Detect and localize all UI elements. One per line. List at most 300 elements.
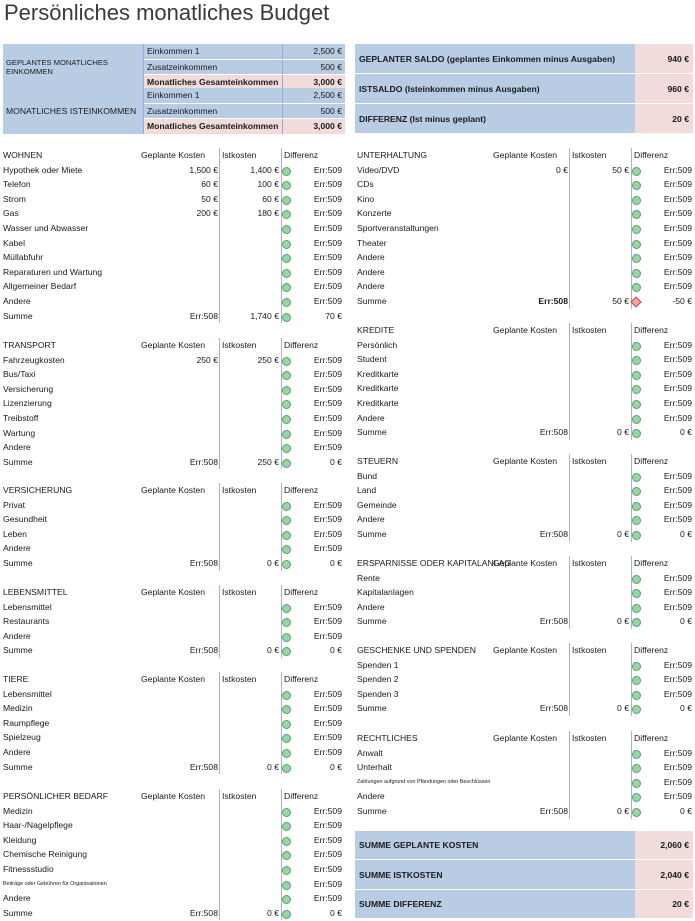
section-title: ERSPARNISSE ODER KAPITALANLAG: [357, 558, 511, 568]
budget-section: [357, 556, 692, 629]
table-row: [3, 629, 342, 644]
table-row: [357, 279, 692, 294]
planned-income-row-label: Zusatzeinkommen: [144, 59, 283, 75]
table-row: [357, 221, 692, 236]
table-row: [357, 585, 692, 600]
status-dot-icon: [632, 283, 641, 292]
difference-value: Err:509: [663, 762, 692, 773]
actual-cost: 100 €: [257, 179, 279, 190]
status-dot-icon: [282, 531, 291, 540]
status-dot-icon: [282, 560, 291, 569]
planned-saldo-label: GEPLANTER SALDO (geplantes Einkommen minus Ausgaben): [355, 44, 635, 74]
table-row: [3, 730, 342, 745]
planned-cost: 50 €: [201, 193, 218, 204]
column-header-difference: Differenz: [634, 558, 669, 568]
row-label: Medizin: [3, 703, 33, 714]
status-dot-icon: [632, 750, 641, 759]
sum-label: Summe: [357, 295, 387, 306]
column-header-difference: Differenz: [634, 150, 669, 160]
row-label: Haar-/Nagelpflege: [3, 820, 73, 831]
section-sum-row: [3, 309, 342, 324]
difference-value: Err:509: [313, 193, 342, 204]
planned-cost: Err:508: [539, 528, 568, 539]
table-row: [3, 687, 342, 702]
actual-cost: 0 €: [617, 703, 629, 714]
row-label: Lebensmittel: [3, 688, 52, 699]
status-dot-icon: [632, 196, 641, 205]
status-dot-icon: [282, 764, 291, 773]
table-row: [357, 352, 692, 367]
difference-value: 0 €: [330, 761, 342, 772]
status-dot-icon: [632, 691, 641, 700]
section-title: VERSICHERUNG: [3, 485, 73, 495]
table-row: [3, 527, 342, 542]
actual-cost: 0 €: [267, 645, 279, 656]
difference-value: Err:509: [663, 252, 692, 263]
row-label: Video/DVD: [357, 164, 400, 175]
status-dot-icon: [282, 210, 291, 219]
status-dot-icon: [282, 298, 291, 307]
status-dot-icon: [282, 734, 291, 743]
status-dot-icon: [632, 269, 641, 278]
actual-income-row-label: Zusatzeinkommen: [144, 103, 283, 119]
planned-cost: 1,500 €: [189, 164, 218, 175]
table-row: [357, 250, 692, 265]
row-label: Gesundheit: [3, 514, 47, 525]
difference-value: Err:509: [663, 266, 692, 277]
status-dot-icon: [632, 167, 641, 176]
difference-value: Err:509: [663, 747, 692, 758]
column-header-planned: Geplante Kosten: [493, 733, 558, 743]
planned-cost: 0 €: [556, 164, 568, 175]
row-label: Kreditkarte: [357, 368, 399, 379]
table-row: [357, 512, 692, 527]
status-dot-icon: [632, 385, 641, 394]
difference-value: Err:509: [313, 266, 342, 277]
planned-income-row-label: Einkommen 1: [144, 44, 283, 59]
difference-value: Err:509: [313, 383, 342, 394]
difference-value: Err:509: [663, 485, 692, 496]
section-header: [357, 148, 692, 163]
difference-value: Err:509: [663, 470, 692, 481]
budget-section: [357, 731, 692, 819]
status-dot-icon: [282, 430, 291, 439]
status-dot-icon: [282, 196, 291, 205]
row-label: Telefon: [3, 179, 31, 190]
row-label: CDs: [357, 179, 374, 190]
actual-cost: 0 €: [617, 528, 629, 539]
planned-cost: Err:508: [539, 427, 568, 438]
table-row: [3, 862, 342, 877]
row-label: Anwalt: [357, 747, 383, 758]
table-row: [357, 789, 692, 804]
status-dot-icon: [282, 516, 291, 525]
column-header-actual: Istkosten: [572, 733, 607, 743]
column-header-actual: Istkosten: [572, 645, 607, 655]
row-label: Andere: [357, 514, 385, 525]
difference-value: Err:509: [663, 208, 692, 219]
row-label: Andere: [357, 412, 385, 423]
table-row: [357, 206, 692, 221]
table-row: [3, 411, 342, 426]
row-label: Kreditkarte: [357, 397, 399, 408]
row-label: Kreditkarte: [357, 383, 399, 394]
difference-saldo-value: 20 €: [635, 104, 693, 134]
status-dot-icon: [282, 545, 291, 554]
actual-cost: 180 €: [257, 208, 279, 219]
section-header: [3, 672, 342, 687]
table-row: [357, 367, 692, 382]
status-dot-icon: [282, 910, 291, 919]
row-label: Andere: [3, 295, 31, 306]
table-row: [357, 236, 692, 251]
status-dot-icon: [632, 604, 641, 613]
planned-income-row-value: 500 €: [283, 59, 346, 75]
row-label: Kino: [357, 193, 375, 204]
status-dot-icon: [282, 283, 291, 292]
status-dot-icon: [282, 895, 291, 904]
difference-value: Err:509: [313, 834, 342, 845]
section-title: TIERE: [3, 674, 29, 684]
planned-income-table: [3, 44, 345, 90]
difference-value: Err:509: [313, 820, 342, 831]
section-title: GESCHENKE UND SPENDEN: [357, 645, 476, 655]
column-header-difference: Differenz: [634, 325, 669, 335]
table-row: [3, 804, 342, 819]
table-row: [3, 541, 342, 556]
difference-value: Err:509: [663, 383, 692, 394]
row-label: Andere: [357, 281, 385, 292]
planned-cost: 60 €: [201, 179, 218, 190]
difference-value: Err:509: [313, 805, 342, 816]
sum-label: Summe: [357, 703, 387, 714]
difference-value: Err:509: [663, 237, 692, 248]
status-dot-icon: [282, 254, 291, 263]
table-row: [3, 279, 342, 294]
column-header-difference: Differenz: [284, 791, 319, 801]
table-row: [357, 177, 692, 192]
row-label: Chemische Reinigung: [3, 849, 88, 860]
table-row: [3, 353, 342, 368]
status-dot-icon: [282, 866, 291, 875]
table-row: [357, 192, 692, 207]
status-dot-icon: [282, 313, 291, 322]
status-dot-icon: [282, 357, 291, 366]
difference-value: Err:509: [313, 630, 342, 641]
section-sum-row: [357, 425, 692, 440]
section-sum-row: [3, 556, 342, 571]
status-dot-icon: [632, 342, 641, 351]
difference-value: Err:509: [313, 222, 342, 233]
column-header-actual: Istkosten: [572, 325, 607, 335]
difference-value: Err:509: [313, 354, 342, 365]
planned-saldo-value: 940 €: [635, 44, 693, 74]
planned-cost: 250 €: [196, 354, 218, 365]
difference-value: Err:509: [663, 499, 692, 510]
table-row: [3, 847, 342, 862]
row-label: Kleidung: [3, 834, 37, 845]
row-label: Kabel: [3, 237, 25, 248]
actual-cost: 250 €: [257, 456, 279, 467]
section-sum-row: [357, 294, 692, 309]
difference-value: Err:509: [313, 863, 342, 874]
difference-value: Err:509: [313, 398, 342, 409]
row-label: Andere: [3, 543, 31, 554]
totals-table: [355, 831, 693, 919]
table-row: [357, 469, 692, 484]
difference-value: 0 €: [330, 645, 342, 656]
difference-value: Err:509: [313, 732, 342, 743]
status-dot-icon: [632, 575, 641, 584]
table-row: [357, 571, 692, 586]
row-label: Wasser und Abwasser: [3, 222, 89, 233]
difference-value: Err:509: [663, 222, 692, 233]
status-dot-icon: [282, 851, 291, 860]
status-dot-icon: [632, 779, 641, 788]
section-title: UNTERHALTUNG: [357, 150, 428, 160]
table-row: [357, 746, 692, 761]
status-dot-icon: [282, 808, 291, 817]
row-label: Rente: [357, 572, 380, 583]
column-header-difference: Differenz: [284, 587, 319, 597]
table-row: [3, 367, 342, 382]
status-dot-icon: [282, 705, 291, 714]
difference-value: Err:509: [663, 514, 692, 525]
budget-section: [3, 338, 342, 469]
row-label: Andere: [3, 630, 31, 641]
section-title: LEBENSMITTEL: [3, 587, 68, 597]
row-label: Treibstoff: [3, 412, 39, 423]
difference-value: Err:509: [313, 717, 342, 728]
total-actual-value: 2,040 €: [635, 860, 693, 889]
difference-value: Err:509: [313, 893, 342, 904]
status-dot-icon: [632, 356, 641, 365]
status-dot-icon: [282, 720, 291, 729]
planned-cost: Err:508: [189, 456, 218, 467]
difference-value: Err:509: [313, 179, 342, 190]
difference-value: Err:509: [663, 601, 692, 612]
actual-cost: 0 €: [267, 557, 279, 568]
planned-cost: Err:508: [189, 761, 218, 772]
difference-value: Err:509: [313, 164, 342, 175]
difference-value: Err:509: [663, 674, 692, 685]
actual-cost: 50 €: [612, 164, 629, 175]
budget-section: [3, 585, 342, 658]
difference-value: -50 €: [672, 295, 692, 306]
row-label: Restaurants: [3, 616, 50, 627]
status-dot-icon: [632, 225, 641, 234]
table-row: [3, 294, 342, 309]
status-dot-icon: [282, 269, 291, 278]
column-header-difference: Differenz: [284, 150, 319, 160]
difference-value: Err:509: [663, 572, 692, 583]
section-sum-row: [357, 614, 692, 629]
section-sum-row: [357, 701, 692, 716]
table-row: [3, 426, 342, 441]
difference-value: 0 €: [330, 456, 342, 467]
row-label: Gas: [3, 208, 19, 219]
section-sum-row: [3, 643, 342, 658]
table-row: [357, 658, 692, 673]
section-header: [357, 556, 692, 571]
status-dot-icon: [632, 793, 641, 802]
column-header-planned: Geplante Kosten: [493, 325, 558, 335]
difference-value: Err:509: [313, 514, 342, 525]
section-header: [357, 731, 692, 746]
column-header-actual: Istkosten: [222, 485, 257, 495]
difference-value: Err:509: [313, 412, 342, 423]
budget-section: [357, 148, 692, 309]
actual-income-label: MONATLICHES ISTEINKOMMEN: [3, 88, 144, 134]
budget-section: [357, 454, 692, 542]
row-label: Zahlungen aufgrund von Pfändungen oder Beschlüssen: [357, 778, 491, 785]
table-row: [3, 818, 342, 833]
planned-cost: Err:508: [539, 805, 568, 816]
actual-cost: 250 €: [257, 354, 279, 365]
table-row: [357, 687, 692, 702]
status-dot-icon: [632, 371, 641, 380]
difference-value: 0 €: [680, 528, 692, 539]
status-dot-icon: [632, 502, 641, 511]
difference-value: 0 €: [330, 907, 342, 918]
status-dot-icon: [632, 240, 641, 249]
actual-income-total-value: 3,000 €: [283, 119, 346, 134]
status-dot-icon: [282, 386, 291, 395]
difference-value: Err:509: [313, 281, 342, 292]
row-label: Spenden 2: [357, 674, 399, 685]
table-row: [3, 265, 342, 280]
actual-income-row-value: 2,500 €: [283, 88, 346, 103]
status-dot-icon: [282, 444, 291, 453]
section-title: STEUERN: [357, 456, 399, 466]
section-header: [3, 338, 342, 353]
column-header-actual: Istkosten: [222, 674, 257, 684]
budget-section: [3, 483, 342, 571]
status-dot-icon: [282, 837, 291, 846]
table-row: [3, 163, 342, 178]
status-dot-icon: [282, 400, 291, 409]
column-header-difference: Differenz: [284, 674, 319, 684]
difference-value: Err:509: [313, 295, 342, 306]
difference-value: Err:509: [663, 587, 692, 598]
table-row: [357, 411, 692, 426]
status-dot-icon: [282, 415, 291, 424]
sum-label: Summe: [3, 310, 33, 321]
sum-label: Summe: [357, 616, 387, 627]
row-label: Leben: [3, 528, 27, 539]
planned-income-row-value: 2,500 €: [283, 44, 346, 59]
row-label: Spenden 3: [357, 688, 399, 699]
column-header-actual: Istkosten: [222, 340, 257, 350]
difference-value: 0 €: [680, 805, 692, 816]
status-dot-icon: [282, 604, 291, 613]
section-sum-row: [3, 455, 342, 470]
table-row: [3, 891, 342, 906]
row-label: Versicherung: [3, 383, 54, 394]
row-label: Andere: [357, 252, 385, 263]
status-dot-icon: [632, 808, 641, 817]
section-header: [3, 789, 342, 804]
sum-label: Summe: [3, 761, 33, 772]
column-header-planned: Geplante Kosten: [141, 791, 206, 801]
status-dot-icon: [632, 705, 641, 714]
planned-cost: Err:508: [189, 310, 218, 321]
column-header-actual: Istkosten: [222, 150, 257, 160]
row-label: Medizin: [3, 805, 33, 816]
planned-cost: Err:508: [189, 557, 218, 568]
table-row: [357, 483, 692, 498]
table-row: [357, 163, 692, 178]
column-header-planned: Geplante Kosten: [141, 150, 206, 160]
row-label: Privat: [3, 499, 25, 510]
total-difference-value: 20 €: [635, 889, 693, 918]
difference-value: Err:509: [313, 543, 342, 554]
status-dot-icon: [632, 516, 641, 525]
table-row: [357, 265, 692, 280]
section-title: TRANSPORT: [3, 340, 56, 350]
table-row: [357, 338, 692, 353]
actual-cost: 0 €: [267, 907, 279, 918]
table-row: [3, 877, 342, 892]
budget-section: [3, 789, 342, 920]
difference-value: Err:509: [663, 397, 692, 408]
difference-value: Err:509: [663, 412, 692, 423]
table-row: [357, 672, 692, 687]
status-dot-icon: [282, 633, 291, 642]
status-dot-icon: [282, 225, 291, 234]
status-dot-icon: [282, 502, 291, 511]
difference-value: 0 €: [680, 616, 692, 627]
section-sum-row: [357, 527, 692, 542]
status-dot-icon: [282, 240, 291, 249]
row-label: Andere: [357, 791, 385, 802]
planned-cost: 200 €: [196, 208, 218, 219]
row-label: Andere: [357, 266, 385, 277]
actual-cost: 50 €: [612, 295, 629, 306]
difference-value: Err:509: [663, 164, 692, 175]
difference-value: Err:509: [663, 193, 692, 204]
column-header-actual: Istkosten: [222, 587, 257, 597]
sum-label: Summe: [3, 907, 33, 918]
status-dot-icon: [282, 167, 291, 176]
status-dot-icon: [632, 676, 641, 685]
section-header: [3, 585, 342, 600]
status-dot-icon: [282, 647, 291, 656]
section-header: [357, 323, 692, 338]
row-label: Allgemeiner Bedarf: [3, 281, 77, 292]
section-sum-row: [3, 760, 342, 775]
status-dot-icon: [282, 181, 291, 190]
row-label: Raumpflege: [3, 717, 50, 728]
actual-cost: 0 €: [617, 805, 629, 816]
status-dot-icon: [282, 618, 291, 627]
difference-value: Err:509: [663, 354, 692, 365]
table-row: [3, 833, 342, 848]
section-sum-row: [357, 804, 692, 819]
difference-value: 0 €: [680, 427, 692, 438]
table-row: [3, 614, 342, 629]
difference-value: 0 €: [680, 703, 692, 714]
column-header-planned: Geplante Kosten: [493, 150, 558, 160]
table-row: [3, 745, 342, 760]
actual-cost: 1,740 €: [250, 310, 279, 321]
section-title: PERSÖNLICHER BEDARF: [3, 791, 109, 801]
budget-section: [357, 643, 692, 716]
difference-value: Err:509: [313, 688, 342, 699]
difference-value: Err:509: [313, 427, 342, 438]
difference-value: Err:509: [663, 339, 692, 350]
row-label: Gemeinde: [357, 499, 397, 510]
